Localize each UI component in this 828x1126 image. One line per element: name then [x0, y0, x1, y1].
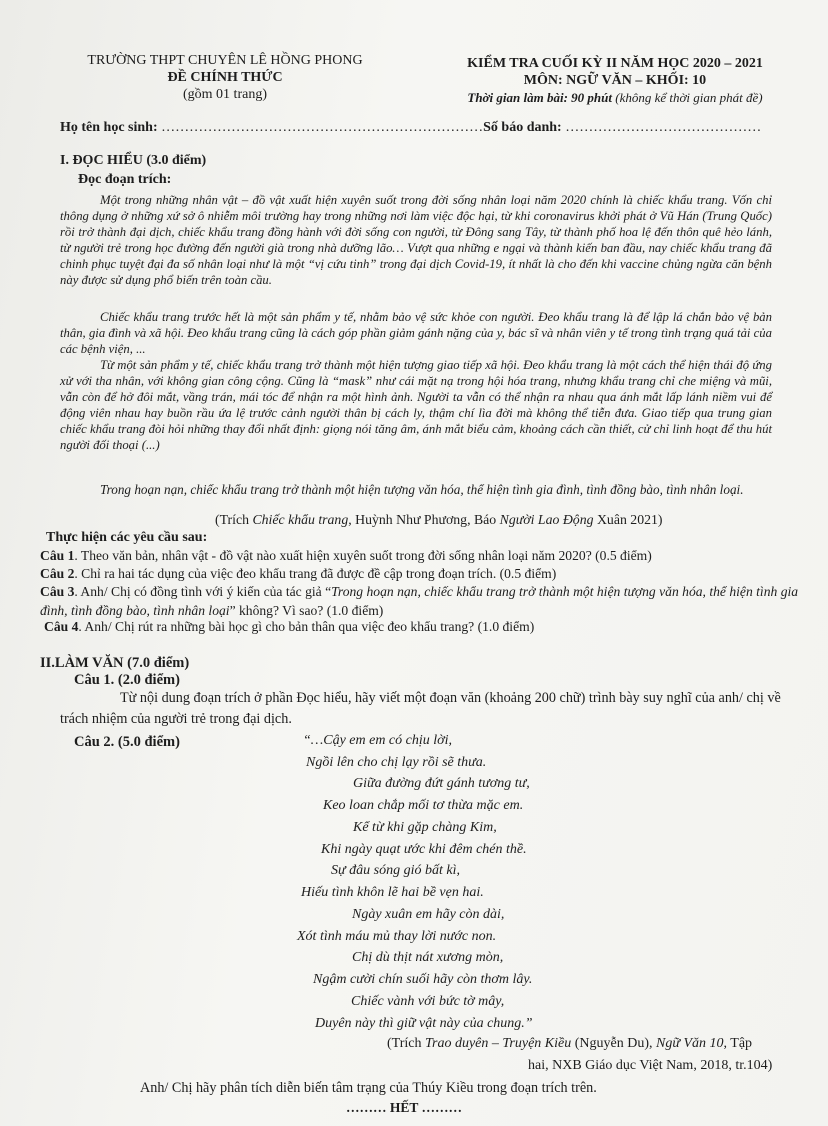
question-2 [40, 564, 800, 583]
page-count: (gồm 01 trang) [183, 87, 267, 102]
cite-book: Ngữ Văn 10 [656, 1036, 724, 1051]
part2-title: II.LÀM VĂN (7.0 điểm) [40, 655, 190, 671]
passage-paragraph-2 [60, 309, 772, 357]
source-prefix: (Trích [215, 512, 253, 527]
poem-line: Ngày xuân em hãy còn dài, [352, 907, 505, 922]
poem-line: Ngậm cười chín suối hãy còn thơm lây. [313, 972, 533, 987]
poem-line: Chiếc vành với bức tờ mây, [351, 994, 505, 1009]
poem-line: Sự đâu sóng gió bất kì, [331, 863, 460, 878]
poem-line: Duyên này thì giữ vật này của chung.” [315, 1016, 533, 1031]
passage-paragraph-1 [60, 192, 772, 288]
poem-line: Xót tình máu mủ thay lời nước non. [297, 929, 497, 944]
poem-line: Keo loan chắp mối tơ thừa mặc em. [323, 798, 524, 813]
school-name: TRƯỜNG THPT CHUYÊN LÊ HỒNG PHONG [87, 53, 363, 68]
poem-line: Giữa đường đứt gánh tương tư, [353, 776, 530, 791]
poem-line: Khi ngày quạt ước khi đêm chén thề. [321, 842, 527, 857]
q4-text: . Anh/ Chị rút ra những bài học gì cho bản thân qua việc đeo khẩu trang? (1.0 điểm) [78, 619, 535, 634]
question-4 [44, 617, 804, 636]
time-note: (không kể thời gian phát đề) [611, 90, 763, 105]
source-title: Chiếc khẩu trang [252, 512, 349, 527]
passage-text-3: Từ một sản phẩm y tế, chiếc khẩu trang trở thành một hiện tượng giao tiếp xã hội. Đeo khẩu trang là một cách thể hiện thái độ ứng xử với tha nhân, với không gian công cộng. Cũng là “mask” như cái mặt nạ trong hội hóa trang, nhưng khẩu trang chỉ che miệng và mũi, vẫn còn để hở đôi mắt, vầng trán, mái tóc để nhận ra một hình ảnh. Người ta vẫn có thể nhận ra nhau qua ánh mắt lấp lánh niềm vui để động viên nhau hay buồn rầu ứa lệ trước cảnh người thân bị cách ly, thậm chí lìa đời mà không thể tiễn đưa. Giao tiếp qua trung gian chiếc khẩu trang đòi hỏi những thay đổi nhất định: giọng nói tăng âm, ánh mắt biểu cảm, khoảng cách cần thiết, cử chỉ linh hoạt để thu hút người đối thoại (...) [60, 358, 772, 452]
time-info [420, 89, 810, 106]
cite-author: (Nguyễn Du), [571, 1036, 656, 1051]
source-author: , Huỳnh Như Phương, Báo [348, 512, 500, 527]
question-3 [40, 582, 800, 620]
poem-line: Hiếu tình khôn lẽ hai bề vẹn hai. [301, 885, 484, 900]
essay-q2-task: Anh/ Chị hãy phân tích diễn biến tâm trạng của Thúy Kiều trong đoạn trích trên. [140, 1080, 597, 1096]
cite-work: Trao duyên – Truyện Kiều [425, 1036, 572, 1051]
poem-citation-line2: hai, NXB Giáo dục Việt Nam, 2018, tr.104) [528, 1058, 773, 1073]
header-right [420, 55, 810, 106]
passage-text-2: Chiếc khẩu trang trước hết là một sản phẩm y tế, nhằm bảo vệ sức khỏe con người. Đeo khẩu trang là để lập lá chắn bảo vệ bản thân, gia đình và xã hội. Đeo khẩu trang cũng là cách góp phần giảm gánh nặng của y, bác sĩ và nhân viên y tế trong tình trạng quá tải của các bệnh viện, ... [60, 310, 772, 356]
task-heading: Thực hiện các yêu cầu sau: [46, 530, 208, 545]
student-info [60, 120, 761, 136]
source-issue: Xuân 2021) [593, 512, 663, 527]
student-name-label: Họ tên học sinh: [60, 120, 162, 135]
student-id-label: Số báo danh: [483, 120, 566, 135]
q2-label: Câu 2 [40, 566, 75, 581]
q3-label: Câu 3 [40, 584, 75, 599]
essay-q1-prompt: Từ nội dung đoạn trích ở phần Đọc hiểu, hãy viết một đoạn văn (khoảng 200 chữ) trình bày suy nghĩ của anh/ chị về trách nhiệm của người trẻ trong đại dịch. [60, 690, 781, 727]
poem-line: Ngồi lên cho chị lạy rồi sẽ thưa. [306, 755, 487, 770]
q2-text: . Chỉ ra hai tác dụng của việc đeo khẩu trang đã được đề cập trong đoạn trích. (0.5 điểm) [74, 566, 557, 581]
passage-text-1: Một trong những nhân vật – đồ vật xuất hiện xuyên suốt trong đời sống nhân loại năm 2020 chính là chiếc khẩu trang. Vốn chỉ thông dụng ở những xứ sở ô nhiễm môi trường hay trong những nơi làm việc độc hại, từ khi coronavirus khởi phát ở Vũ Hán (Trung Quốc) rồi trở thành đại dịch, chiếc khẩu trang đồng hành với đời sống con người, từ Đông sang Tây, từ thành phố hoa lệ đến thôn quê hẻo lánh, từ người trẻ trong học đường đến người già trong nhà dưỡng lão… Vượt qua những e ngại và thành kiến ban đầu, nay chiếc khẩu trang đã chinh phục tuyệt đại đa số nhân loại như là một “vị cứu tinh” trong đại dịch Covid-19, ít nhất là cho đến khi vaccine chủng ngừa căn bệnh này được sử dụng phổ biến trên toàn cầu. [60, 193, 772, 287]
cite-prefix: (Trích [387, 1036, 425, 1051]
source-newspaper: Người Lao Động [499, 512, 594, 527]
poem-line: “…Cậy em em có chịu lời, [303, 733, 453, 748]
passage-text-4: Trong hoạn nạn, chiếc khẩu trang trở thành một hiện tượng văn hóa, thể hiện tình gia đình, tình đồng bào, tình nhân loại. [100, 482, 744, 497]
q3-text-end: ” không? Vì sao? (1.0 điểm) [229, 603, 384, 618]
exam-title: KIỂM TRA CUỐI KỲ II NĂM HỌC 2020 – 2021 [467, 56, 763, 71]
poem-line: Kể từ khi gặp chàng Kim, [353, 820, 497, 835]
poem-line: Chị dù thịt nát xương mòn, [352, 950, 504, 965]
passage-source [215, 512, 663, 528]
q1-text: . Theo văn bản, nhân vật - đồ vật nào xuất hiện xuyên suốt trong đời sống nhân loại năm 2020? (0.5 điểm) [74, 548, 652, 563]
q3-text-start: . Anh/ Chị có đồng tình với ý kiến của tác giả “ [74, 584, 332, 599]
poem-citation [387, 1036, 752, 1052]
header-left [70, 52, 380, 103]
read-label: Đọc đoạn trích: [78, 172, 172, 187]
q1-label: Câu 1 [40, 548, 75, 563]
question-1 [40, 546, 800, 565]
q4-label: Câu 4 [44, 619, 79, 634]
part1-title: I. ĐỌC HIỂU (3.0 điểm) [60, 153, 207, 168]
essay-q2-label: Câu 2. (5.0 điểm) [74, 734, 180, 750]
official-label: ĐỀ CHÍNH THỨC [167, 70, 283, 85]
essay-q1-label: Câu 1. (2.0 điểm) [74, 672, 180, 688]
passage-paragraph-4 [60, 481, 772, 499]
subject-title: MÔN: NGỮ VĂN – KHỐI: 10 [523, 73, 707, 88]
student-name-blank: …………………………………………………………… [161, 120, 484, 135]
time-label: Thời gian làm bài: 90 phút [467, 90, 612, 105]
essay-q1-text [60, 688, 810, 730]
passage-paragraph-3 [60, 357, 772, 453]
end-marker: ……… HẾT ……… [346, 1100, 463, 1115]
student-id-blank: …………………………………… [565, 120, 762, 135]
q3-quote: Trong hoạn nạn, chiếc khẩu trang trở thành một hiện tượng văn hóa, thể hiện tình gia đình, tình đồng bào, tình nhân loại [40, 584, 799, 618]
cite-volume: , Tập [723, 1036, 753, 1051]
